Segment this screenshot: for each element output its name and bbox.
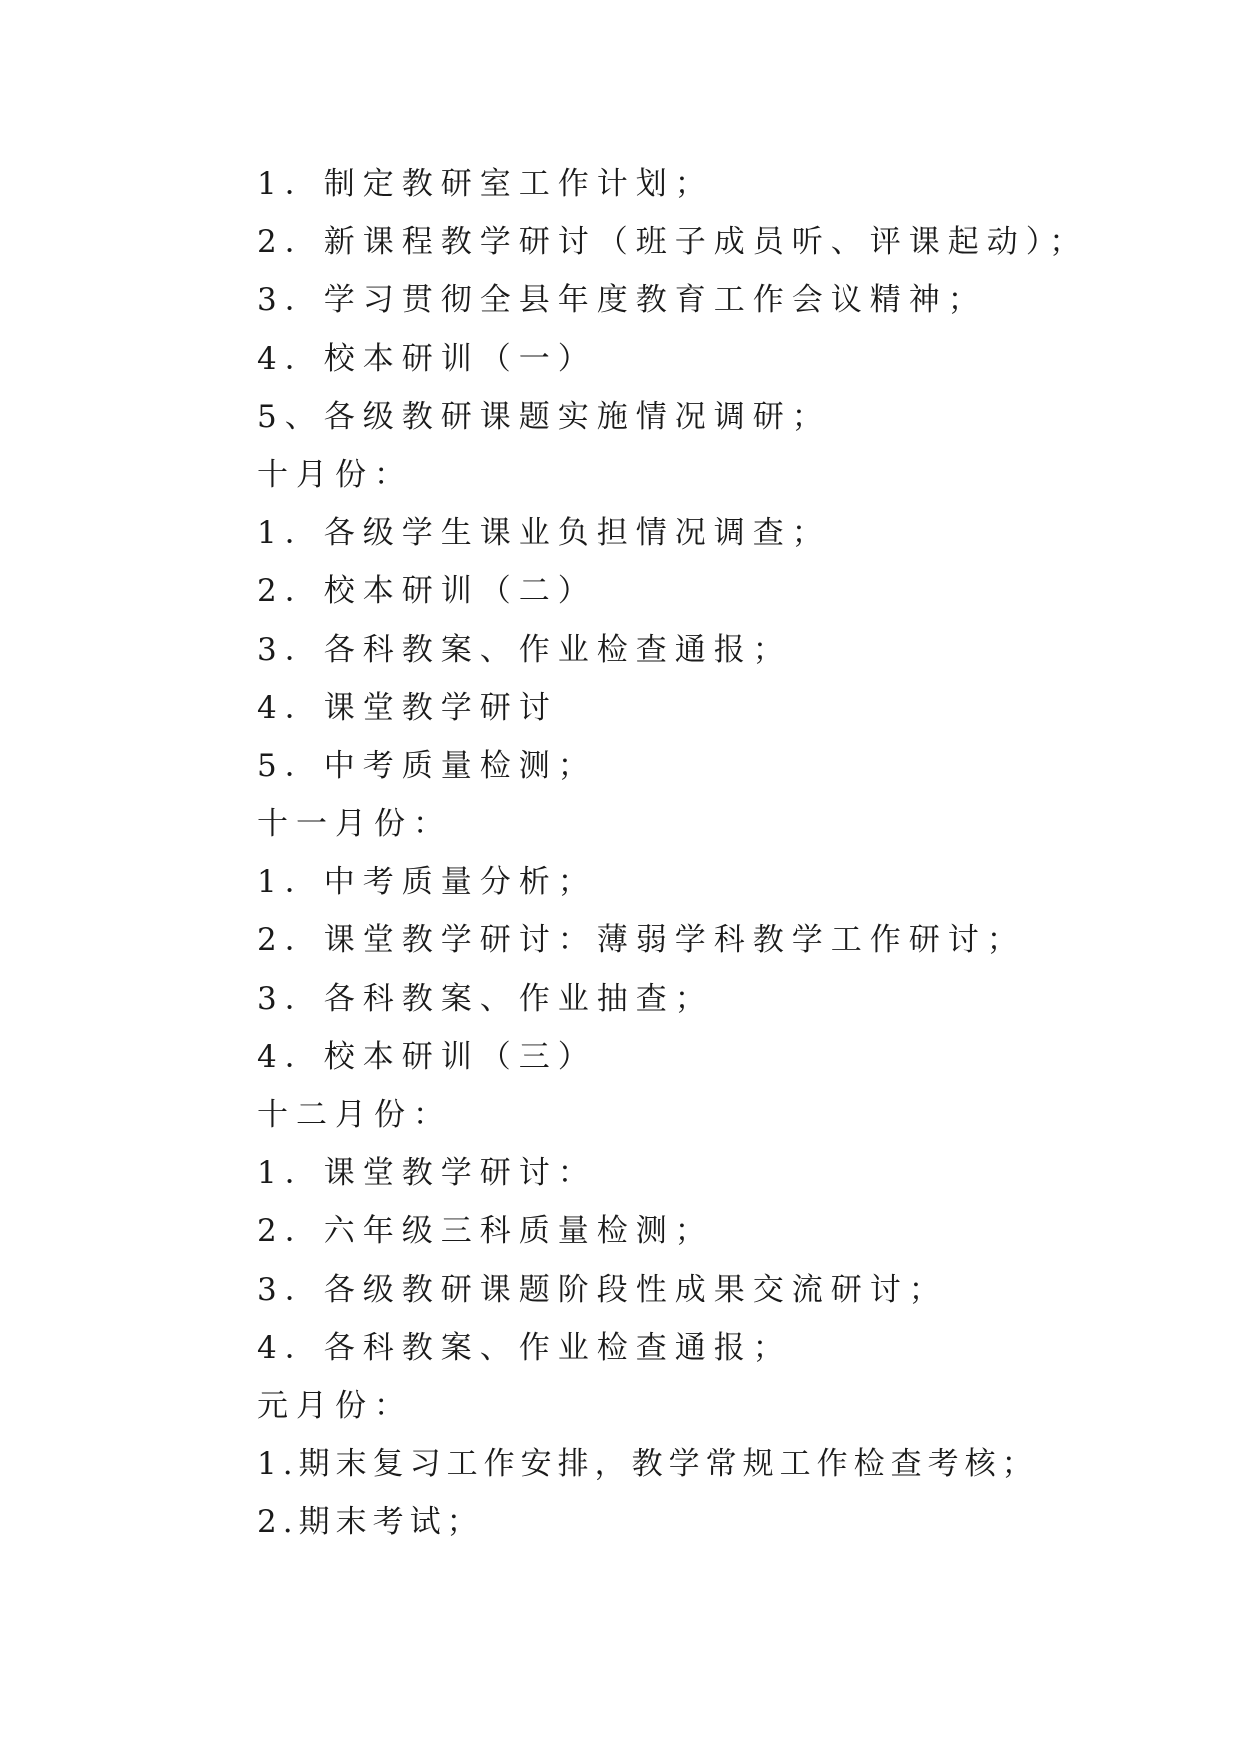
plan-item: 3．各科教案、作业抽查； [257, 980, 714, 1017]
month-heading: 十月份： [257, 456, 413, 493]
month-heading: 十二月份： [257, 1097, 452, 1133]
plan-item: 4．校本研训（一） [257, 340, 597, 377]
plan-item: 1．制定教研室工作计划； [257, 166, 714, 202]
plan-item: 4．校本研训（三） [257, 1038, 597, 1075]
plan-item: 2．六年级三科质量检测； [257, 1213, 714, 1250]
plan-item: 5．中考质量检测； [257, 747, 597, 784]
month-heading: 元月份： [257, 1387, 413, 1424]
plan-item: 1．中考质量分析； [257, 864, 597, 901]
plan-item: 3．学习贯彻全县年度教育工作会议精神； [257, 282, 987, 319]
plan-item: 3．各级教研课题阶段性成果交流研讨； [257, 1271, 948, 1308]
plan-item: 2．新课程教学研讨（班子成员听、评课起动）； [257, 224, 1089, 261]
plan-item: 1.期末复习工作安排，教学常规工作检查考核； [257, 1446, 1039, 1483]
plan-item: 1．课堂教学研讨： [257, 1155, 597, 1192]
plan-item: 5、各级教研课题实施情况调研； [257, 398, 831, 435]
plan-item: 2．课堂教学研讨：薄弱学科教学工作研讨； [257, 922, 1026, 959]
document-body [257, 155, 1157, 1552]
plan-item: 3．各科教案、作业检查通报； [257, 631, 792, 668]
plan-item: 4．各科教案、作业检查通报； [257, 1329, 792, 1366]
plan-item: 1．各级学生课业负担情况调查； [257, 515, 831, 552]
plan-item: 4．课堂教学研讨 [257, 689, 558, 726]
plan-item: 2．校本研训（二） [257, 573, 597, 610]
month-heading: 十一月份： [257, 806, 452, 843]
plan-item: 2.期末考试； [257, 1504, 484, 1541]
